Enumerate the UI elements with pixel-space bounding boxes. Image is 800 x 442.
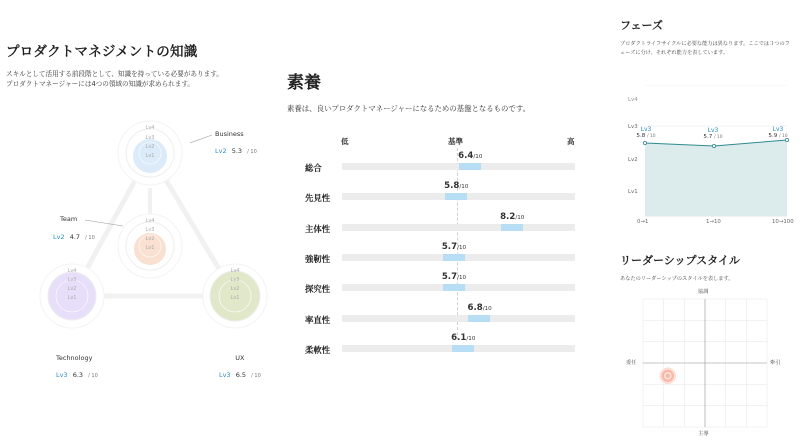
scale-low: 低 xyxy=(341,137,349,146)
phase-point-level: Lv3 xyxy=(707,127,719,134)
team-pointer-line xyxy=(85,216,125,228)
domain-max: / 10 xyxy=(88,373,98,379)
domain-max: / 10 xyxy=(247,149,257,155)
domain-max: / 10 xyxy=(251,373,261,379)
leadership-point xyxy=(666,374,670,378)
phase-score-value: 5.7 xyxy=(703,134,713,140)
trait-score: 6.4 xyxy=(458,151,474,161)
phase-point-score xyxy=(631,133,661,139)
ring-label: Lv2 xyxy=(67,286,77,292)
trait-max: /10 xyxy=(457,244,467,251)
phase-title: フェーズ xyxy=(620,19,663,32)
knowledge-description xyxy=(6,69,246,89)
phase-score-max: / 10 xyxy=(779,134,788,139)
trait-label: 総合 xyxy=(305,163,322,173)
trait-label: 探究性 xyxy=(305,284,331,295)
domain-name: Business xyxy=(215,130,244,138)
ring-label: Lv4 xyxy=(67,268,77,274)
trait-fill xyxy=(452,345,474,352)
leadership-description: あなたのリーダーシップのスタイルを表します。 xyxy=(620,276,734,282)
trait-score: 8.2 xyxy=(500,211,516,222)
phase-chart xyxy=(615,85,800,230)
ring-label: Lv2 xyxy=(230,286,240,292)
trait-score: 6.1 xyxy=(451,332,467,343)
trait-track xyxy=(342,284,575,291)
trait-track xyxy=(342,345,575,352)
domain-level: Lv2 xyxy=(53,233,65,241)
ring-label: Lv4 xyxy=(145,125,155,131)
ux-label xyxy=(219,354,261,381)
trait-value xyxy=(442,272,466,282)
phase-description xyxy=(620,40,798,57)
phase-xlabel: 1→10 xyxy=(706,219,721,225)
trait-score: 5.7 xyxy=(441,241,458,252)
domain-level: Lv3 xyxy=(219,371,231,379)
ring-label: Lv2 xyxy=(145,144,155,150)
domain-name: Technology xyxy=(56,354,93,362)
trait-max: /10 xyxy=(473,154,483,160)
trait-track xyxy=(342,193,575,200)
trait-score: 5.8 xyxy=(444,181,460,192)
technology-label xyxy=(56,354,98,381)
trait-track xyxy=(342,224,575,231)
trait-max: /10 xyxy=(482,305,492,312)
domain-name: UX xyxy=(235,354,245,362)
knowledge-desc-line: スキルとして活用する前段階として、知識を持っている必要があります。 xyxy=(6,70,223,78)
domain-name: Team xyxy=(60,215,78,223)
phase-point xyxy=(643,141,646,144)
phase-score-value: 5.9 xyxy=(768,133,778,139)
ring-label: Lv3 xyxy=(145,135,155,141)
ring-label: Lv4 xyxy=(145,218,155,224)
trait-fill xyxy=(459,163,481,170)
ring-label: Lv3 xyxy=(230,277,240,283)
trait-label: 柔軟性 xyxy=(305,344,331,355)
trait-label: 先見性 xyxy=(305,193,331,204)
trait-fill xyxy=(443,284,465,291)
ring-label: Lv3 xyxy=(145,227,155,233)
phase-score-max: / 10 xyxy=(714,135,723,140)
phase-desc-line: プロダクトライフサイクルに必要な能力は異なります。ここでは３つのフ xyxy=(620,41,790,47)
phase-ylabel: Lv3 xyxy=(628,124,638,130)
ring-label: Lv1 xyxy=(145,153,155,159)
domain-max: / 10 xyxy=(85,235,95,241)
trait-value xyxy=(442,242,466,252)
trait-label: 強靭性 xyxy=(305,253,331,264)
domain-level: Lv2 xyxy=(215,147,227,155)
trait-value xyxy=(500,212,524,222)
trait-max: /10 xyxy=(515,214,525,221)
phase-ylabel: Lv4 xyxy=(628,97,638,103)
phase-ylabel: Lv1 xyxy=(628,189,638,195)
trait-track xyxy=(342,254,575,261)
trait-fill xyxy=(443,254,465,261)
scale-high: 高 xyxy=(567,137,575,146)
knowledge-desc-line: プロダクトマネージャーには4つの領域の知識が求められます。 xyxy=(6,80,195,88)
ring-label: Lv1 xyxy=(145,245,155,251)
domain-score: 5.3 xyxy=(231,147,243,155)
ring-label: Lv4 xyxy=(230,268,240,274)
ring-label: Lv1 xyxy=(67,295,77,301)
phase-point-level: Lv3 xyxy=(772,126,784,133)
trait-score: 5.7 xyxy=(441,272,458,283)
trait-value xyxy=(451,333,475,343)
phase-xlabel: 0→1 xyxy=(637,219,649,225)
domain-score: 6.5 xyxy=(235,371,247,379)
leadership-title: リーダーシップスタイル xyxy=(620,254,740,267)
trait-label: 主体性 xyxy=(305,223,331,234)
phase-ylabel: Lv2 xyxy=(628,157,638,163)
trait-fill xyxy=(468,315,490,322)
phase-point xyxy=(712,144,715,147)
knowledge-title: プロダクトマネジメントの知識 xyxy=(6,44,198,60)
domain-score: 4.7 xyxy=(69,233,81,241)
trait-track xyxy=(342,315,575,322)
trait-track xyxy=(342,163,575,170)
trait-fill xyxy=(445,193,467,200)
direction-left: 委任 xyxy=(626,360,637,366)
team-label xyxy=(60,215,77,223)
direction-right: 牽引 xyxy=(770,360,781,366)
scale-base: 基準 xyxy=(448,137,463,146)
ring-label: Lv2 xyxy=(145,236,155,242)
trait-max: /10 xyxy=(459,184,469,191)
trait-value xyxy=(444,181,468,191)
soyo-title: 素養 xyxy=(287,73,321,93)
phase-point-level: Lv3 xyxy=(640,126,652,133)
trait-value xyxy=(467,303,491,313)
ring-label: Lv3 xyxy=(67,277,77,283)
phase-score-max: / 10 xyxy=(647,134,656,139)
business-label xyxy=(215,130,257,157)
direction-top: 協調 xyxy=(698,289,709,295)
phase-point-score xyxy=(698,134,728,140)
trait-score: 6.8 xyxy=(467,302,483,313)
phase-point-score xyxy=(763,133,793,139)
trait-label: 率直性 xyxy=(305,314,331,325)
ring-label: Lv1 xyxy=(230,295,240,301)
trait-value xyxy=(458,151,482,161)
soyo-description: 素養は、良いプロダクトマネージャーになるための基盤となるものです。 xyxy=(287,104,531,113)
domain-score: 6.3 xyxy=(72,371,84,379)
domain-level: Lv3 xyxy=(56,371,68,379)
trait-max: /10 xyxy=(466,335,476,342)
phase-area xyxy=(645,140,787,216)
trait-max: /10 xyxy=(457,275,467,282)
direction-bottom: 主導 xyxy=(698,431,709,437)
phase-desc-line: ェーズに分け、それぞれ能力を表しています。 xyxy=(620,49,729,56)
phase-score-value: 5.8 xyxy=(636,133,646,139)
leadership-grid xyxy=(640,296,770,430)
trait-fill xyxy=(501,224,523,231)
phase-xlabel: 10→100 xyxy=(772,219,794,225)
business-pointer-line xyxy=(190,133,214,145)
